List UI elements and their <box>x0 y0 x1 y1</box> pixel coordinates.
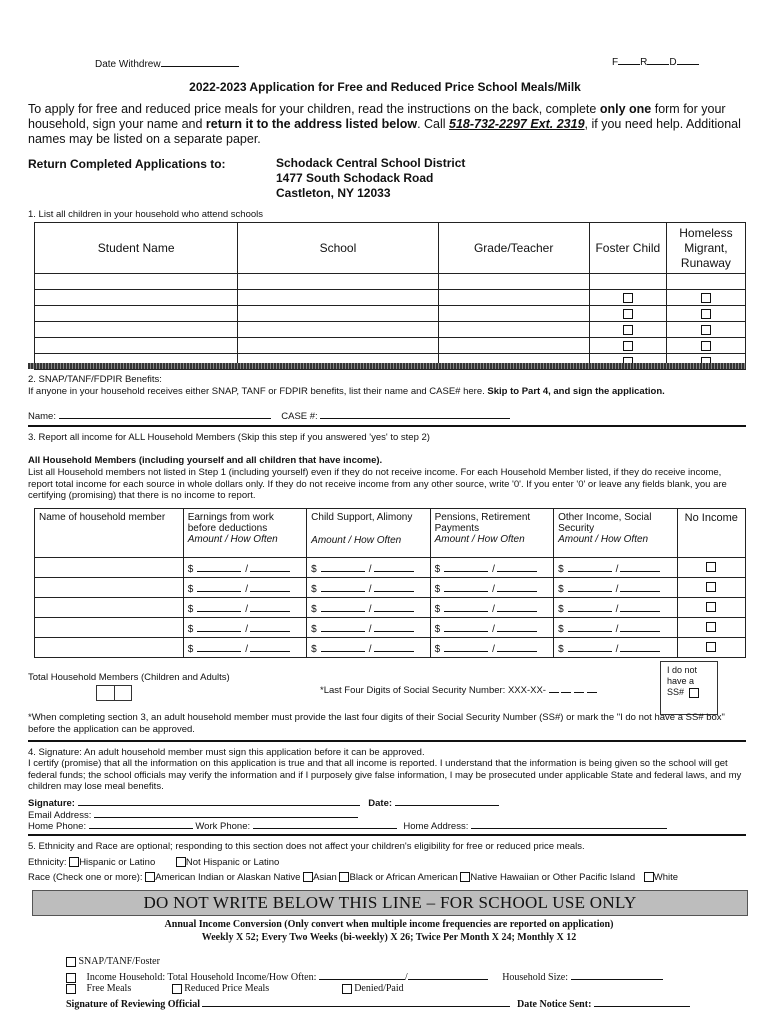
slash: / <box>368 643 372 655</box>
official-signature-field[interactable] <box>202 996 510 1007</box>
pensions-frequency-field[interactable] <box>497 581 537 592</box>
slash: / <box>492 643 495 655</box>
col-homeless: Homeless Migrant, Runaway <box>666 223 745 274</box>
date-withdrew-field[interactable] <box>161 56 239 67</box>
other-income-cell[interactable] <box>554 618 677 638</box>
child-support-amount-field[interactable] <box>321 601 365 612</box>
f-label: F <box>612 57 619 68</box>
household-size-field[interactable] <box>571 969 663 980</box>
ssn-note: *When completing section 3, an adult household member must provide the last four digits of their Social Security Number (SS#) or mark the "I do not have a SS# box" before the application can be approved. <box>28 712 725 735</box>
email-label: Email Address: <box>28 810 92 821</box>
dollar-sign: $ <box>311 583 317 595</box>
child-support-cell[interactable] <box>307 578 430 598</box>
child-support-frequency-field[interactable] <box>374 601 414 612</box>
student-name-cell[interactable] <box>35 274 238 290</box>
intro-return-it: return it to the address listed below <box>205 117 418 131</box>
child-support-amount-field[interactable] <box>321 621 365 632</box>
no-income-checkbox[interactable] <box>706 562 716 572</box>
race-black-checkbox[interactable] <box>339 872 349 882</box>
col-student-name: Student Name <box>35 223 238 274</box>
pensions-frequency-field[interactable] <box>497 641 537 652</box>
eligibility-row <box>66 983 404 994</box>
intro-text <box>28 102 750 147</box>
student-name-cell[interactable] <box>35 338 238 354</box>
phone-row <box>28 818 667 832</box>
household-member-row <box>35 578 746 598</box>
homeless-checkbox[interactable] <box>701 309 711 319</box>
homeless-checkbox[interactable] <box>701 341 711 351</box>
child-support-frequency-field[interactable] <box>374 621 414 632</box>
earnings-amount-field[interactable] <box>197 561 241 572</box>
dollar-sign: $ <box>434 623 441 635</box>
slash: / <box>615 623 619 635</box>
intro-part3: . Call <box>417 117 450 131</box>
homeless-cell <box>666 290 745 306</box>
other-income-frequency-field[interactable] <box>620 641 660 652</box>
child-row <box>35 274 746 290</box>
school-cell[interactable] <box>238 322 438 338</box>
address-line-3: Castleton, NY 12033 <box>276 186 391 200</box>
school-cell[interactable] <box>238 338 438 354</box>
member-name-cell[interactable] <box>35 578 184 598</box>
step5-heading: 5. Ethnicity and Race are optional; responding to this section does not affect your children's eligibility for free or reduced price meals. <box>28 841 585 852</box>
foster-child-checkbox[interactable] <box>623 309 633 319</box>
date-notice-label: Date Notice Sent: <box>516 999 592 1010</box>
dollar-sign: $ <box>311 643 317 655</box>
case-number-field[interactable] <box>320 408 510 419</box>
child-support-cell[interactable] <box>307 618 430 638</box>
address-line-1: Schodack Central School District <box>276 156 466 170</box>
ssn-digit-1[interactable] <box>549 682 559 693</box>
col-no-income: No Income <box>677 509 745 558</box>
pensions-frequency-field[interactable] <box>497 561 537 572</box>
homeless-checkbox[interactable] <box>701 293 711 303</box>
dollar-sign: $ <box>434 643 441 655</box>
school-cell[interactable] <box>238 274 438 290</box>
foster-child-checkbox[interactable] <box>623 341 633 351</box>
other-income-amount-field[interactable] <box>568 621 612 632</box>
intro-part4: , if you need help. Additional names may be listed on a separate paper. <box>28 117 741 146</box>
school-cell[interactable] <box>238 290 438 306</box>
date-field[interactable] <box>395 795 499 806</box>
dollar-sign: $ <box>558 583 564 595</box>
race-american-indian-checkbox[interactable] <box>145 872 155 882</box>
denied-checkbox[interactable] <box>342 984 352 994</box>
step2-skip: Skip to Part 4, and sign the application. <box>487 386 665 397</box>
dollar-sign: $ <box>434 603 441 615</box>
slash: / <box>245 623 249 635</box>
member-name-cell[interactable] <box>35 618 184 638</box>
foster-child-cell <box>589 274 666 290</box>
other-income-cell[interactable] <box>554 578 677 598</box>
earnings-amount-field[interactable] <box>197 581 241 592</box>
grade-teacher-cell[interactable] <box>438 274 589 290</box>
denied-label: Denied/Paid <box>354 983 404 994</box>
children-table-header <box>35 223 746 274</box>
dollar-sign: $ <box>558 563 564 575</box>
conversion-rates: Weekly X 52; Every Two Weeks (bi-weekly) X 26; Twice Per Month X 24; Monthly X 12 <box>201 932 577 943</box>
slash: / <box>615 603 619 615</box>
section-divider-2 <box>28 425 746 427</box>
date-label: Date: <box>368 798 393 809</box>
dollar-sign: $ <box>311 563 317 575</box>
pensions-amount-field[interactable] <box>444 621 488 632</box>
children-table <box>34 222 746 370</box>
return-address <box>276 156 465 201</box>
earnings-cell[interactable] <box>183 618 306 638</box>
earnings-cell[interactable] <box>183 638 306 658</box>
step2-instructions: If anyone in your household receives either SNAP, TANF or FDPIR benefits, list their name and CASE# here. <box>28 386 485 397</box>
other-income-amount-field[interactable] <box>568 581 612 592</box>
conversion-title: Annual Income Conversion (Only convert when multiple income frequencies are reported on application) <box>164 919 614 930</box>
step2-fields <box>28 408 510 422</box>
frd-codes <box>612 54 699 68</box>
ethnicity-row <box>28 857 279 868</box>
return-label: Return Completed Applications to: <box>28 157 226 171</box>
no-ssn-checkbox[interactable] <box>689 688 699 698</box>
student-name-cell[interactable] <box>35 322 238 338</box>
no-income-cell <box>677 578 745 598</box>
grade-teacher-cell[interactable] <box>438 338 589 354</box>
homeless-cell <box>666 322 745 338</box>
child-row <box>35 322 746 338</box>
dollar-sign: $ <box>187 623 194 635</box>
intro-part1: To apply for free and reduced price meals for your children, read the instructions on the back, complete <box>28 102 600 116</box>
child-support-cell[interactable] <box>307 598 430 618</box>
member-name-cell[interactable] <box>35 558 184 578</box>
col-pensions <box>430 509 553 558</box>
other-income-amount-field[interactable] <box>568 641 612 652</box>
official-signature-label: Signature of Reviewing Official <box>66 999 200 1010</box>
ssn-digit-3[interactable] <box>574 682 584 693</box>
pensions-amount-field[interactable] <box>444 561 488 572</box>
no-income-checkbox[interactable] <box>706 642 716 652</box>
income-table-header <box>35 509 746 558</box>
no-income-cell <box>677 558 745 578</box>
no-ssn-box <box>660 661 718 715</box>
slash: / <box>368 603 372 615</box>
date-withdrew <box>95 56 239 70</box>
snap-name-field[interactable] <box>59 408 271 419</box>
pensions-cell[interactable] <box>430 638 553 658</box>
date-notice-field[interactable] <box>594 996 690 1007</box>
home-phone-field[interactable] <box>89 818 193 829</box>
pensions-cell[interactable] <box>430 578 553 598</box>
foster-child-checkbox[interactable] <box>623 293 633 303</box>
earnings-cell[interactable] <box>183 558 306 578</box>
ssn-digit-2[interactable] <box>561 682 571 693</box>
other-income-frequency-field[interactable] <box>620 561 660 572</box>
ethnicity-label: Ethnicity: <box>28 857 67 868</box>
col-earnings-title: Earnings from work before deductions <box>187 512 274 534</box>
slash: / <box>245 563 249 575</box>
free-meals-label: Free Meals <box>86 983 132 994</box>
race-asian-checkbox[interactable] <box>303 872 313 882</box>
email-field[interactable] <box>94 807 358 818</box>
no-income-checkbox[interactable] <box>706 582 716 592</box>
child-support-cell[interactable] <box>307 638 430 658</box>
pensions-amount-field[interactable] <box>444 601 488 612</box>
col-pensions-title: Pensions, Retirement Payments <box>434 512 531 534</box>
earnings-cell[interactable] <box>183 578 306 598</box>
col-other-income <box>554 509 677 558</box>
dollar-sign: $ <box>558 623 564 635</box>
ssn-row <box>320 682 597 696</box>
section-divider-3 <box>28 740 746 742</box>
step3-instructions: List all Household members not listed in Step 1 (including yourself) even if they do not receive income. For each Household Member listed, if they do receive income, report total income for each source in whole dollars only. If they do not receive income from any other source, write '0'. If you enter '0' or leave any fields blank, you are certifying (promising) that there is no income to report. <box>28 467 727 501</box>
earnings-frequency-field[interactable] <box>250 621 290 632</box>
slash: / <box>615 583 619 595</box>
dollar-sign: $ <box>187 583 194 595</box>
case-label: CASE #: <box>281 411 318 422</box>
slash: / <box>245 603 249 615</box>
col-pensions-sub: Amount / How Often <box>434 534 525 545</box>
child-support-frequency-field[interactable] <box>374 561 414 572</box>
foster-child-cell <box>589 322 666 338</box>
dollar-sign: $ <box>187 643 194 655</box>
snap-foster-checkbox[interactable] <box>66 957 76 967</box>
work-phone-field[interactable] <box>253 818 397 829</box>
household-member-row <box>35 618 746 638</box>
earnings-frequency-field[interactable] <box>250 561 290 572</box>
earnings-amount-field[interactable] <box>197 641 241 652</box>
child-support-frequency-field[interactable] <box>374 641 414 652</box>
income-household-checkbox[interactable] <box>66 973 76 983</box>
homeless-cell <box>666 338 745 354</box>
col-foster-child: Foster Child <box>589 223 666 274</box>
other-income-frequency-field[interactable] <box>620 621 660 632</box>
no-income-cell <box>677 618 745 638</box>
grade-teacher-cell[interactable] <box>438 306 589 322</box>
how-often-field[interactable] <box>408 969 488 980</box>
school-cell[interactable] <box>238 306 438 322</box>
f-field[interactable] <box>618 54 640 65</box>
col-grade-teacher: Grade/Teacher <box>438 223 589 274</box>
child-support-amount-field[interactable] <box>321 641 365 652</box>
d-label: D <box>669 57 677 68</box>
household-size-label: Household Size: <box>502 972 569 983</box>
household-member-row <box>35 598 746 618</box>
slash: / <box>368 583 372 595</box>
signature-field[interactable] <box>78 795 360 806</box>
no-ssn-label: I do not have a SS# <box>667 665 698 697</box>
child-row <box>35 290 746 306</box>
dollar-sign: $ <box>558 603 564 615</box>
signature-label: Signature: <box>28 798 75 809</box>
step1-label: 1. List all children in your household who attend schools <box>28 209 264 220</box>
col-child-support <box>307 509 430 558</box>
hispanic-label: Hispanic or Latino <box>79 857 156 868</box>
col-other-income-title: Other Income, Social Security <box>558 512 652 534</box>
slash: / <box>492 583 495 595</box>
slash: / <box>615 563 619 575</box>
household-member-row <box>35 638 746 658</box>
dollar-sign: $ <box>311 603 317 615</box>
income-household-label: Income Household: Total Household Income/How Often: <box>86 972 317 983</box>
total-members-field[interactable] <box>96 685 132 701</box>
snap-foster-label: SNAP/TANF/Foster <box>78 956 160 967</box>
other-income-cell[interactable] <box>554 638 677 658</box>
section-divider-1 <box>28 363 746 369</box>
other-income-frequency-field[interactable] <box>620 601 660 612</box>
no-income-cell <box>677 598 745 618</box>
member-name-cell[interactable] <box>35 638 184 658</box>
earnings-cell[interactable] <box>183 598 306 618</box>
child-support-amount-field[interactable] <box>321 581 365 592</box>
r-label: R <box>640 57 648 68</box>
conversion-info <box>32 918 746 944</box>
col-household-member <box>35 509 184 558</box>
foster-child-cell <box>589 290 666 306</box>
d-field[interactable] <box>677 54 699 65</box>
address-line-2: 1477 South Schodack Road <box>276 171 434 185</box>
pensions-cell[interactable] <box>430 598 553 618</box>
other-income-frequency-field[interactable] <box>620 581 660 592</box>
hispanic-checkbox[interactable] <box>69 857 79 867</box>
snap-name-label: Name: <box>28 411 56 422</box>
step2-text <box>28 386 665 397</box>
income-household-row: Income Household: Total Household Income/How Often: / Household Size: <box>66 969 663 983</box>
home-phone-label: Home Phone: <box>28 821 87 832</box>
pensions-frequency-field[interactable] <box>497 601 537 612</box>
other-income-amount-field[interactable] <box>568 561 612 572</box>
ssn-digit-4[interactable] <box>587 682 597 693</box>
member-name-cell[interactable] <box>35 598 184 618</box>
child-support-frequency-field[interactable] <box>374 581 414 592</box>
income-table <box>34 508 746 658</box>
section-divider-4 <box>28 834 746 836</box>
household-member-row <box>35 558 746 578</box>
other-income-amount-field[interactable] <box>568 601 612 612</box>
ssn-label: *Last Four Digits of Social Security Number: XXX-XX- <box>320 685 546 696</box>
foster-child-cell <box>589 338 666 354</box>
r-field[interactable] <box>647 54 669 65</box>
homeless-cell <box>666 274 745 290</box>
dollar-sign: $ <box>187 563 194 575</box>
date-withdrew-label: Date Withdrew <box>95 59 161 70</box>
slash: / <box>368 623 372 635</box>
race-label: Race (Check one or more): <box>28 872 143 883</box>
child-support-cell[interactable] <box>307 558 430 578</box>
race-row <box>28 872 678 883</box>
step3-subheading: All Household Members (including yourself and all children that have income). <box>28 455 383 466</box>
step3-heading: 3. Report all income for ALL Household Members (Skip this step if you answered 'yes' to step 2) <box>28 432 430 443</box>
slash: / <box>615 643 619 655</box>
work-phone-label: Work Phone: <box>195 821 251 832</box>
not-hispanic-label: Not Hispanic or Latino <box>185 857 280 868</box>
foster-child-checkbox[interactable] <box>623 325 633 335</box>
homeless-cell <box>666 306 745 322</box>
grade-teacher-cell[interactable] <box>438 322 589 338</box>
free-meals-checkbox[interactable] <box>66 984 76 994</box>
dollar-sign: $ <box>311 623 317 635</box>
col-earnings <box>183 509 306 558</box>
race-american-indian-label: American Indian or Alaskan Native <box>155 872 301 883</box>
pensions-cell[interactable] <box>430 618 553 638</box>
col-child-support-sub: Amount / How Often <box>311 535 402 546</box>
page-title: 2022-2023 Application for Free and Reduced Price School Meals/Milk <box>189 80 581 94</box>
col-earnings-sub: Amount / How Often <box>187 534 278 545</box>
slash: / <box>492 603 495 615</box>
slash: / <box>245 583 249 595</box>
col-other-income-sub: Amount / How Often <box>558 534 649 545</box>
child-support-amount-field[interactable] <box>321 561 365 572</box>
col-child-support-title: Child Support, Alimony <box>311 512 413 523</box>
col-household-member-title: Name of household member <box>39 512 166 523</box>
intro-only-one: only one <box>599 102 652 116</box>
pensions-cell[interactable] <box>430 558 553 578</box>
no-income-checkbox[interactable] <box>706 602 716 612</box>
earnings-frequency-field[interactable] <box>250 641 290 652</box>
dollar-sign: $ <box>434 583 441 595</box>
help-phone: 518-732-2297 Ext. 2319 <box>449 117 585 131</box>
snap-row <box>66 956 160 967</box>
slash: / <box>368 563 372 575</box>
official-row <box>66 996 690 1010</box>
pensions-amount-field[interactable] <box>444 581 488 592</box>
student-name-cell[interactable] <box>35 306 238 322</box>
reduced-meals-label: Reduced Price Meals <box>184 983 270 994</box>
certify-text: I certify (promise) that all the information on this application is true and that all income is reported. I understand that the information is being given so the school will get federal funds; the school officials may verify the information and if I purposely give false information, I may be prosecuted under applicable State and federal laws, and my children may lose meal benefits. <box>28 758 742 792</box>
no-income-cell <box>677 638 745 658</box>
race-black-label: Black or African American <box>349 872 458 883</box>
race-white-checkbox[interactable] <box>644 872 654 882</box>
school-use-banner: DO NOT WRITE BELOW THIS LINE – FOR SCHOOL USE ONLY <box>32 890 748 916</box>
total-members-label: Total Household Members (Children and Adults) <box>28 672 230 683</box>
earnings-amount-field[interactable] <box>197 601 241 612</box>
reduced-meals-checkbox[interactable] <box>172 984 182 994</box>
slash: / <box>492 563 495 575</box>
dollar-sign: $ <box>187 603 194 615</box>
step4-heading: 4. Signature: An adult household member must sign this application before it can be approved. <box>28 747 425 758</box>
grade-teacher-cell[interactable] <box>438 290 589 306</box>
race-white-label: White <box>653 872 679 883</box>
no-income-checkbox[interactable] <box>706 622 716 632</box>
home-address-field[interactable] <box>471 818 667 829</box>
home-address-label: Home Address: <box>403 821 469 832</box>
pensions-frequency-field[interactable] <box>497 621 537 632</box>
intro-part2: form for your household, sign your name and <box>28 102 726 131</box>
race-pacific-label: Native Hawaiian or Other Pacific Island <box>470 872 636 883</box>
earnings-frequency-field[interactable] <box>250 601 290 612</box>
student-name-cell[interactable] <box>35 290 238 306</box>
other-income-cell[interactable] <box>554 558 677 578</box>
step2-heading: 2. SNAP/TANF/FDPIR Benefits: <box>28 374 162 385</box>
child-row <box>35 306 746 322</box>
slash: / <box>245 643 249 655</box>
foster-child-cell <box>589 306 666 322</box>
child-row <box>35 338 746 354</box>
race-asian-label: Asian <box>313 872 337 883</box>
pensions-amount-field[interactable] <box>444 641 488 652</box>
total-income-field[interactable] <box>319 969 405 980</box>
col-school: School <box>238 223 438 274</box>
race-pacific-checkbox[interactable] <box>460 872 470 882</box>
homeless-checkbox[interactable] <box>701 325 711 335</box>
dollar-sign: $ <box>434 563 441 575</box>
dollar-sign: $ <box>558 643 564 655</box>
earnings-frequency-field[interactable] <box>250 581 290 592</box>
other-income-cell[interactable] <box>554 598 677 618</box>
not-hispanic-checkbox[interactable] <box>176 857 186 867</box>
earnings-amount-field[interactable] <box>197 621 241 632</box>
slash: / <box>492 623 495 635</box>
